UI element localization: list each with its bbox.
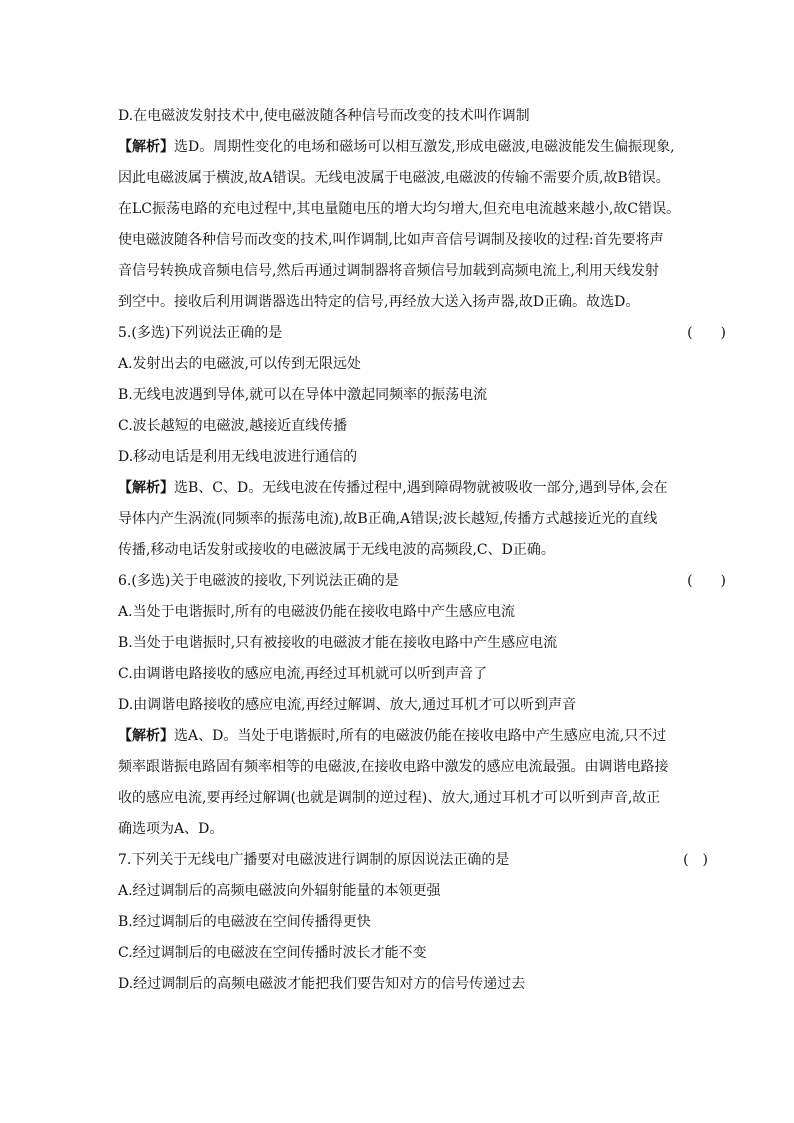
line-text: D.移动电话是利用无线电波进行通信的 bbox=[118, 449, 358, 465]
text-line bbox=[118, 256, 726, 287]
text-line bbox=[118, 969, 726, 1000]
line-text: D.由调谐电路接收的感应电流,再经过解调、放大,通过耳机才可以听到声音 bbox=[118, 697, 577, 713]
line-text: D.经过调制后的高频电磁波才能把我们要告知对方的信号传递过去 bbox=[118, 976, 526, 992]
text-line bbox=[118, 690, 726, 721]
text-line bbox=[118, 721, 726, 752]
line-text: 6.(多选)关于电磁波的接收,下列说法正确的是 bbox=[118, 573, 399, 589]
text-line bbox=[118, 504, 726, 535]
line-text: 在LC振荡电路的充电过程中,其电量随电压的增大均匀增大,但充电电流越来越小,故C错误。 bbox=[118, 201, 681, 217]
text-line bbox=[118, 628, 726, 659]
line-text: 使电磁波随各种信号而改变的技术,叫作调制,比如声音信号调制及接收的过程:首先要将声 bbox=[118, 232, 664, 248]
line-text: 传播,移动电话发射或接收的电磁波属于无线电波的高频段,C、D正确。 bbox=[118, 542, 555, 558]
line-text: B.经过调制后的电磁波在空间传播得更快 bbox=[118, 914, 371, 930]
line-text: C.经过调制后的电磁波在空间传播时波长才能不变 bbox=[118, 945, 427, 961]
line-text: 确选项为A、D。 bbox=[118, 821, 224, 837]
line-text: D.在电磁波发射技术中,使电磁波随各种信号而改变的技术叫作调制 bbox=[118, 108, 530, 124]
text-line bbox=[118, 318, 726, 349]
line-text: 5.(多选)下列说法正确的是 bbox=[118, 325, 283, 341]
line-text: C.波长越短的电磁波,越接近直线传播 bbox=[118, 418, 348, 434]
text-line bbox=[118, 132, 726, 163]
answer-blank-parentheses: ( ) bbox=[683, 852, 708, 868]
text-line bbox=[118, 163, 726, 194]
document-body bbox=[118, 101, 726, 1000]
text-line bbox=[118, 783, 726, 814]
text-line bbox=[118, 349, 726, 380]
text-line bbox=[118, 225, 726, 256]
answer-blank-parentheses: ( ) bbox=[687, 325, 726, 341]
line-text: A.当处于电谐振时,所有的电磁波仍能在接收电路中产生感应电流 bbox=[118, 604, 516, 620]
text-line bbox=[118, 938, 726, 969]
line-text: 选D。周期性变化的电场和磁场可以相互激发,形成电磁波,电磁波能发生偏振现象, bbox=[174, 139, 675, 155]
line-text: 选A、D。当处于电谐振时,所有的电磁波仍能在接收电路中产生感应电流,只不过 bbox=[174, 728, 667, 744]
text-line bbox=[118, 814, 726, 845]
line-text: 7.下列关于无线电广播要对电磁波进行调制的原因说法正确的是 bbox=[118, 852, 510, 868]
line-text: 选B、C、D。无线电波在传播过程中,遇到障碍物就被吸收一部分,遇到导体,会在 bbox=[174, 480, 668, 496]
line-text: 导体内产生涡流(同频率的振荡电流),故B正确,A错误;波长越短,传播方式越接近光的直线 bbox=[118, 511, 658, 527]
text-line bbox=[118, 752, 726, 783]
text-line bbox=[118, 535, 726, 566]
line-text: B.当处于电谐振时,只有被接收的电磁波才能在接收电路中产生感应电流 bbox=[118, 635, 558, 651]
text-line bbox=[118, 473, 726, 504]
line-text: 收的感应电流,要再经过解调(也就是调制的逆过程)、放大,通过耳机才可以听到声音,故正 bbox=[118, 790, 661, 806]
text-line bbox=[118, 907, 726, 938]
line-text: C.由调谐电路接收的感应电流,再经过耳机就可以听到声音了 bbox=[118, 666, 488, 682]
line-text: A.发射出去的电磁波,可以传到无限远处 bbox=[118, 356, 362, 372]
text-line bbox=[118, 380, 726, 411]
text-line bbox=[118, 287, 726, 318]
line-text: B.无线电波遇到导体,就可以在导体中激起同频率的振荡电流 bbox=[118, 387, 488, 403]
text-line bbox=[118, 411, 726, 442]
text-line bbox=[118, 659, 726, 690]
text-line bbox=[118, 194, 726, 225]
line-text: 到空中。接收后利用调谐器选出特定的信号,再经放大送入扬声器,故D正确。故选D。 bbox=[118, 294, 640, 310]
text-line bbox=[118, 597, 726, 628]
text-line bbox=[118, 442, 726, 473]
analysis-tag: 【解析】 bbox=[118, 728, 174, 744]
analysis-tag: 【解析】 bbox=[118, 480, 174, 496]
answer-blank-parentheses: ( ) bbox=[687, 573, 726, 589]
line-text: 音信号转换成音频电信号,然后再通过调制器将音频信号加载到高频电流上,利用天线发射 bbox=[118, 263, 659, 279]
line-text: 频率跟谐振电路固有频率相等的电磁波,在接收电路中激发的感应电流最强。由调谐电路接 bbox=[118, 759, 669, 775]
line-text: A.经过调制后的高频电磁波向外辐射能量的本领更强 bbox=[118, 883, 441, 899]
line-text: 因此电磁波属于横波,故A错误。无线电波属于电磁波,电磁波的传输不需要介质,故B错误。 bbox=[118, 170, 670, 186]
text-line bbox=[118, 101, 726, 132]
analysis-tag: 【解析】 bbox=[118, 139, 174, 155]
text-line bbox=[118, 845, 726, 876]
text-line bbox=[118, 876, 726, 907]
text-line bbox=[118, 566, 726, 597]
